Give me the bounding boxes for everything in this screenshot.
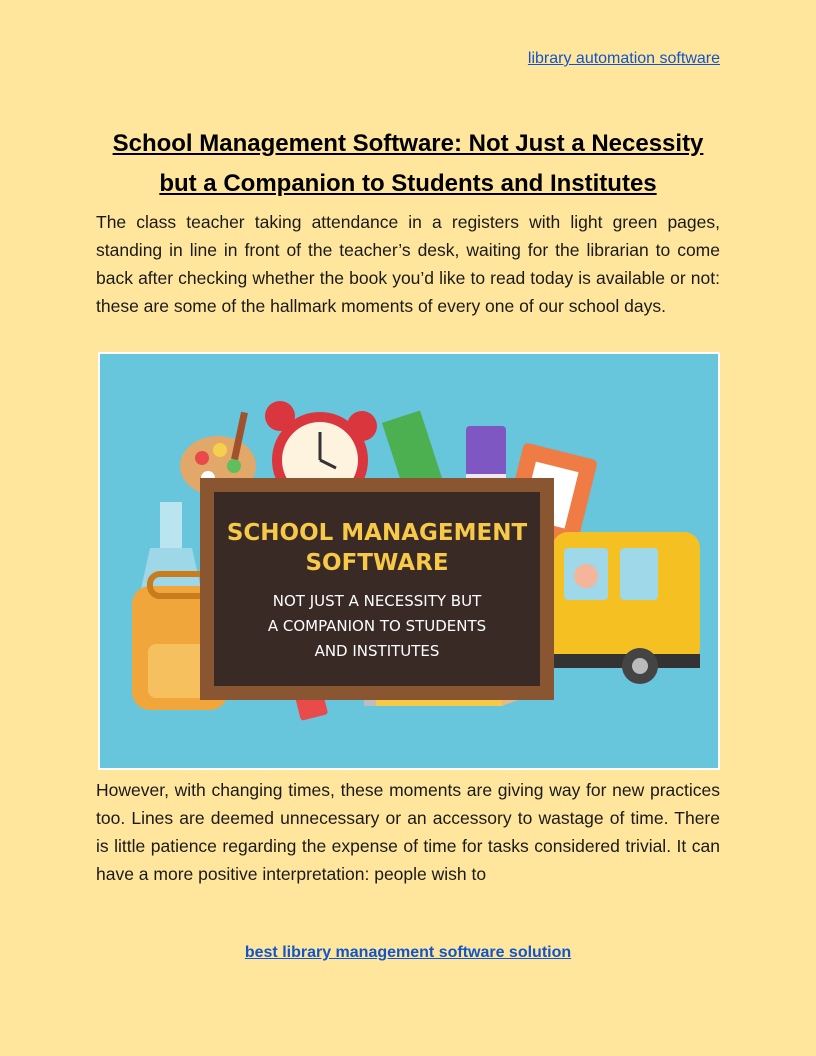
school-bus-icon — [552, 532, 700, 684]
continuation-paragraph: However, with changing times, these moments are giving way for new practices too. Lines are deemed unnecessary or an accessory to wastage of time. There is little patience regarding the expense of time for tasks considered trivial. It can have a more positive interpretation: people wish to — [96, 780, 720, 884]
best-library-software-link[interactable]: best library management software solution — [244, 944, 572, 961]
intro-paragraph: The class teacher taking attendance in a registers with light green pages, standing in line in front of the teacher’s desk, waiting for the librarian to come back after checking whether the book you’d like to read today is available or not: these are some of the hallmark moments of every one of our school days. — [96, 212, 720, 316]
board-heading-line2: SOFTWARE — [305, 550, 449, 576]
hero-illustration — [98, 352, 720, 770]
board-sub-line2: A COMPANION TO STUDENTS — [267, 617, 487, 635]
board-sub-line1: NOT JUST A NECESSITY BUT — [272, 592, 482, 610]
board-heading-line1: SCHOOL MANAGEMENT — [226, 520, 528, 546]
page-title: School Management Software: Not Just a Necessity but a Companion to Students and Institutes — [112, 130, 704, 197]
footer-link-wrapper — [0, 944, 816, 962]
board-sub-line3: AND INSTITUTES — [314, 642, 440, 660]
library-automation-link[interactable]: library automation software — [527, 50, 720, 67]
chalkboard — [200, 478, 554, 700]
